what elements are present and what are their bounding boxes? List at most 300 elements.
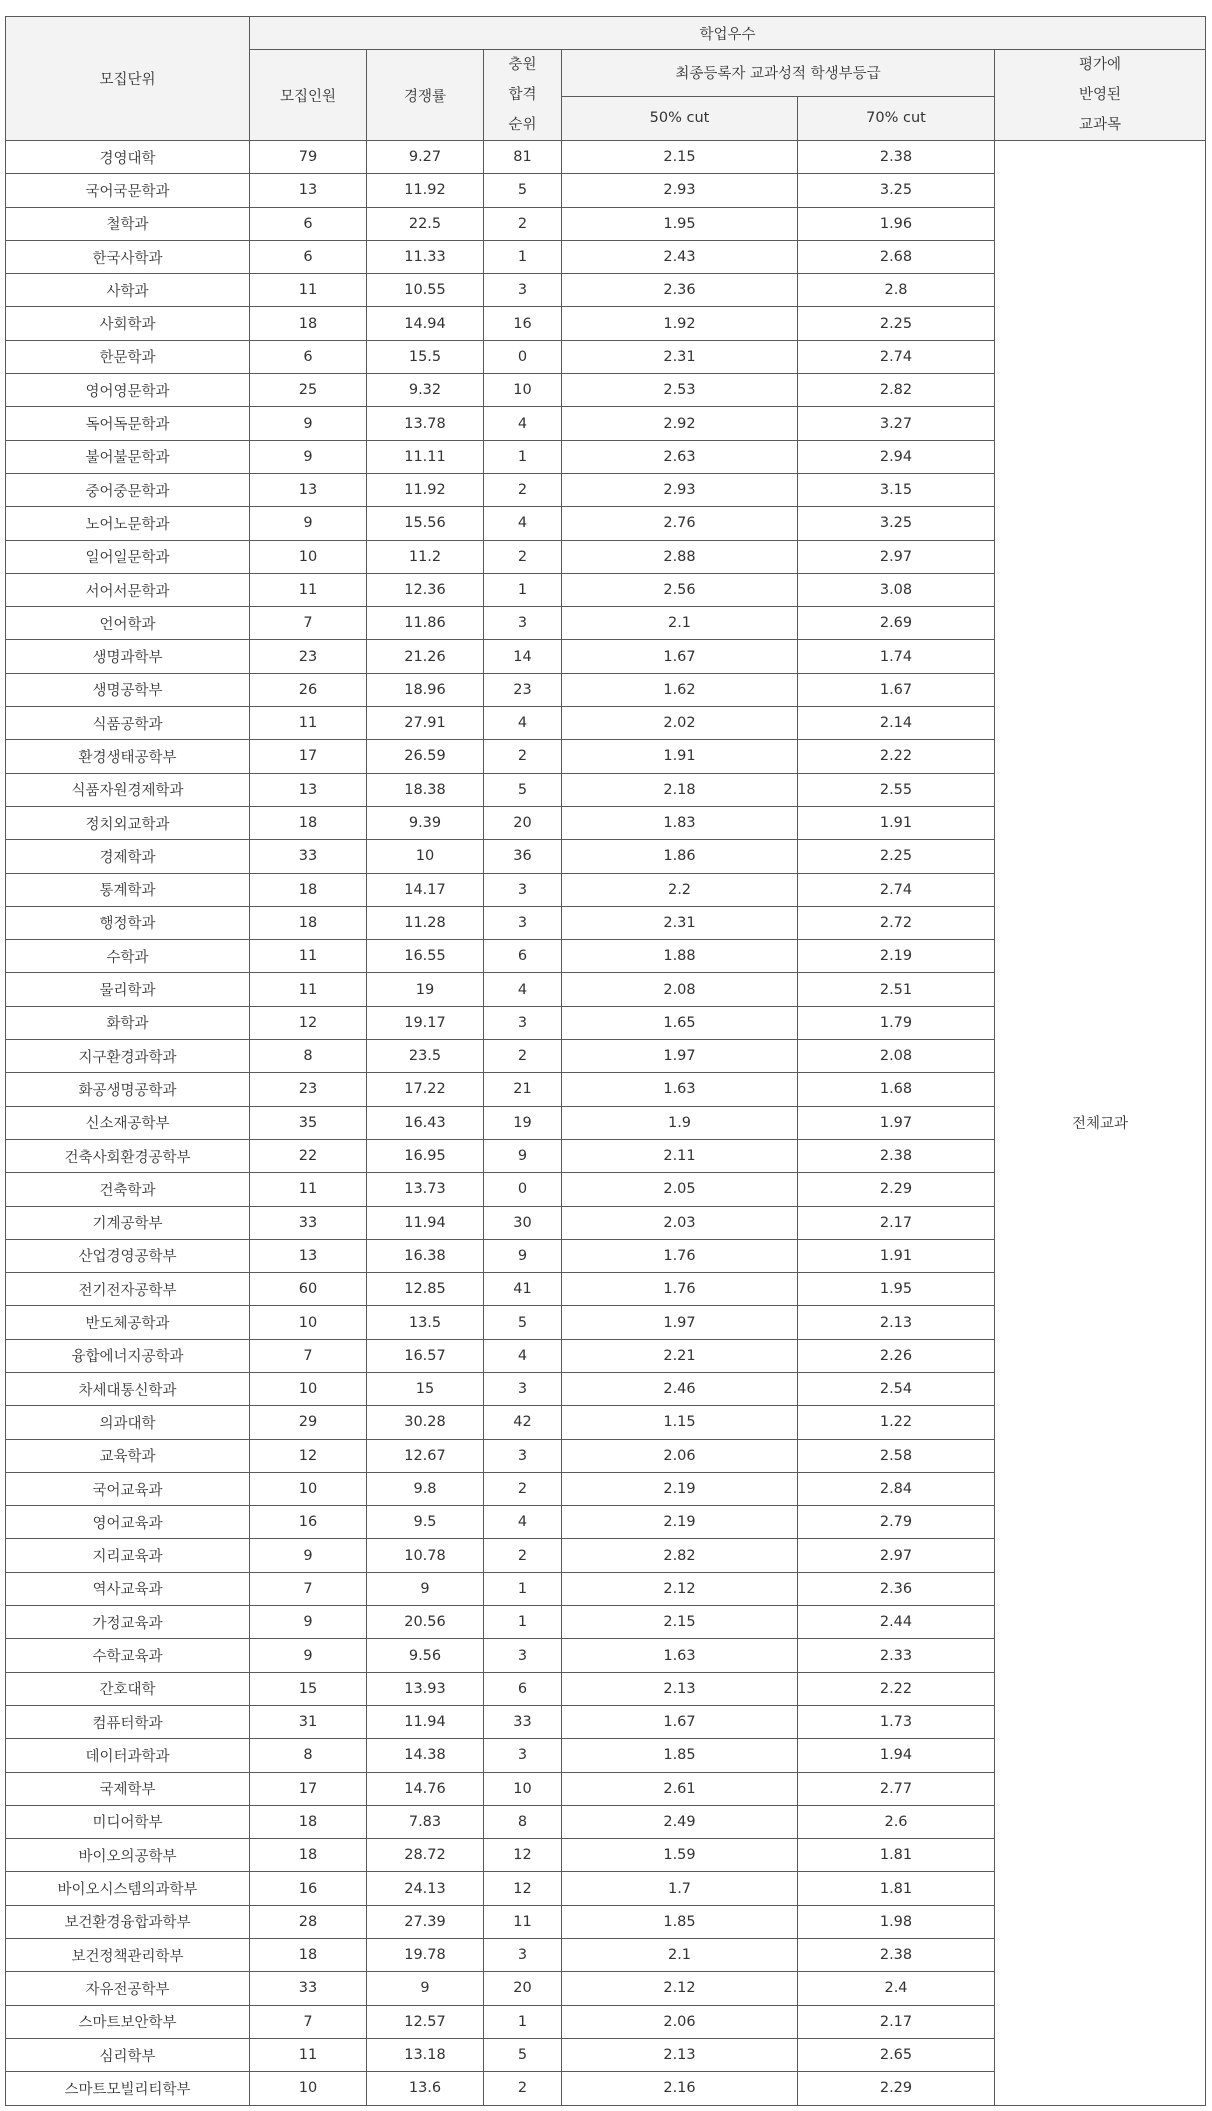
cell-extra-rank: 16 xyxy=(484,307,562,340)
cell-ratio: 15.5 xyxy=(367,340,484,373)
cell-count: 60 xyxy=(250,1273,367,1306)
cell-extra-rank: 2 xyxy=(484,1472,562,1505)
cell-cut70: 2.97 xyxy=(798,540,995,573)
cell-extra-rank: 2 xyxy=(484,1040,562,1073)
cell-cut70: 2.22 xyxy=(798,1672,995,1705)
cell-cut70: 2.29 xyxy=(798,1173,995,1206)
cell-ratio: 9 xyxy=(367,1972,484,2005)
cell-unit: 환경생태공학부 xyxy=(6,740,250,773)
cell-ratio: 11.33 xyxy=(367,240,484,273)
cell-unit: 행정학과 xyxy=(6,906,250,939)
cell-count: 11 xyxy=(250,1173,367,1206)
cell-unit: 중어중문학과 xyxy=(6,473,250,506)
cell-cut50: 2.19 xyxy=(562,1472,798,1505)
cell-cut50: 2.61 xyxy=(562,1772,798,1805)
cell-cut50: 2.43 xyxy=(562,240,798,273)
cell-cut70: 2.19 xyxy=(798,940,995,973)
cell-cut50: 2.19 xyxy=(562,1506,798,1539)
cell-count: 9 xyxy=(250,407,367,440)
cell-unit: 언어학과 xyxy=(6,607,250,640)
cell-extra-rank: 1 xyxy=(484,1572,562,1605)
cell-count: 18 xyxy=(250,873,367,906)
cell-ratio: 15 xyxy=(367,1372,484,1405)
cell-ratio: 9.27 xyxy=(367,141,484,174)
cell-cut70: 1.91 xyxy=(798,1239,995,1272)
cell-cut70: 1.95 xyxy=(798,1273,995,1306)
cell-count: 9 xyxy=(250,507,367,540)
cell-unit: 서어서문학과 xyxy=(6,573,250,606)
cell-unit: 한국사학과 xyxy=(6,240,250,273)
cell-unit: 경제학과 xyxy=(6,840,250,873)
cell-unit: 국어교육과 xyxy=(6,1472,250,1505)
cell-ratio: 11.92 xyxy=(367,174,484,207)
cell-count: 10 xyxy=(250,1372,367,1405)
cell-count: 13 xyxy=(250,773,367,806)
header-group: 학업우수 xyxy=(250,17,1206,50)
cell-ratio: 15.56 xyxy=(367,507,484,540)
cell-ratio: 9.8 xyxy=(367,1472,484,1505)
cell-ratio: 10 xyxy=(367,840,484,873)
cell-unit: 보건정책관리학부 xyxy=(6,1939,250,1972)
cell-ratio: 21.26 xyxy=(367,640,484,673)
cell-extra-rank: 5 xyxy=(484,773,562,806)
cell-cut70: 3.27 xyxy=(798,407,995,440)
cell-cut70: 2.97 xyxy=(798,1539,995,1572)
cell-count: 10 xyxy=(250,540,367,573)
cell-cut70: 2.8 xyxy=(798,274,995,307)
cell-cut50: 2.92 xyxy=(562,407,798,440)
cell-count: 22 xyxy=(250,1139,367,1172)
cell-cut70: 2.38 xyxy=(798,1139,995,1172)
cell-cut70: 1.98 xyxy=(798,1905,995,1938)
cell-unit: 일어일문학과 xyxy=(6,540,250,573)
cell-extra-rank: 3 xyxy=(484,607,562,640)
cell-extra-rank: 1 xyxy=(484,440,562,473)
cell-unit: 건축사회환경공학부 xyxy=(6,1139,250,1172)
cell-ratio: 30.28 xyxy=(367,1406,484,1439)
cell-count: 11 xyxy=(250,940,367,973)
cell-count: 18 xyxy=(250,806,367,839)
cell-count: 33 xyxy=(250,1206,367,1239)
cell-count: 10 xyxy=(250,2072,367,2105)
cell-cut70: 2.84 xyxy=(798,1472,995,1505)
cell-unit: 식품공학과 xyxy=(6,707,250,740)
cell-cut70: 2.79 xyxy=(798,1506,995,1539)
cell-cut50: 2.06 xyxy=(562,1439,798,1472)
cell-extra-rank: 3 xyxy=(484,873,562,906)
cell-unit: 국제학부 xyxy=(6,1772,250,1805)
cell-ratio: 16.57 xyxy=(367,1339,484,1372)
cell-cut50: 1.85 xyxy=(562,1905,798,1938)
cell-ratio: 13.5 xyxy=(367,1306,484,1339)
cell-count: 13 xyxy=(250,174,367,207)
cell-cut50: 1.86 xyxy=(562,840,798,873)
admissions-table-container xyxy=(5,16,1205,2106)
cell-count: 8 xyxy=(250,1739,367,1772)
cell-unit: 한문학과 xyxy=(6,340,250,373)
cell-ratio: 20.56 xyxy=(367,1606,484,1639)
cell-cut50: 2.12 xyxy=(562,1972,798,2005)
cell-cut50: 1.95 xyxy=(562,207,798,240)
cell-cut50: 1.15 xyxy=(562,1406,798,1439)
cell-ratio: 9.32 xyxy=(367,374,484,407)
cell-unit: 화공생명공학과 xyxy=(6,1073,250,1106)
cell-cut50: 2.08 xyxy=(562,973,798,1006)
cell-extra-rank: 6 xyxy=(484,940,562,973)
cell-cut50: 1.83 xyxy=(562,806,798,839)
cell-cut50: 2.15 xyxy=(562,1606,798,1639)
cell-extra-rank: 1 xyxy=(484,240,562,273)
cell-cut70: 2.17 xyxy=(798,2005,995,2038)
cell-cut50: 2.56 xyxy=(562,573,798,606)
cell-ratio: 19.78 xyxy=(367,1939,484,1972)
cell-extra-rank: 81 xyxy=(484,141,562,174)
admissions-table xyxy=(5,16,1206,2106)
header-count: 모집인원 xyxy=(250,50,367,141)
cell-extra-rank: 3 xyxy=(484,906,562,939)
cell-ratio: 13.6 xyxy=(367,2072,484,2105)
cell-ratio: 7.83 xyxy=(367,1805,484,1838)
cell-count: 33 xyxy=(250,840,367,873)
cell-extra-rank: 10 xyxy=(484,1772,562,1805)
cell-cut50: 1.76 xyxy=(562,1273,798,1306)
cell-unit: 노어노문학과 xyxy=(6,507,250,540)
cell-count: 23 xyxy=(250,640,367,673)
cell-unit: 사회학과 xyxy=(6,307,250,340)
cell-extra-rank: 5 xyxy=(484,1306,562,1339)
header-cut50: 50% cut xyxy=(562,96,798,140)
cell-ratio: 12.67 xyxy=(367,1439,484,1472)
header-unit: 모집단위 xyxy=(6,17,250,141)
cell-unit: 사학과 xyxy=(6,274,250,307)
table-row xyxy=(6,141,1206,174)
cell-cut70: 2.94 xyxy=(798,440,995,473)
cell-extra-rank: 3 xyxy=(484,1006,562,1039)
cell-count: 6 xyxy=(250,207,367,240)
cell-extra-rank: 10 xyxy=(484,374,562,407)
cell-ratio: 24.13 xyxy=(367,1872,484,1905)
cell-cut50: 2.76 xyxy=(562,507,798,540)
cell-ratio: 10.55 xyxy=(367,274,484,307)
cell-extra-rank: 4 xyxy=(484,707,562,740)
cell-subjects: 전체교과 xyxy=(995,141,1206,2106)
cell-cut70: 2.54 xyxy=(798,1372,995,1405)
cell-cut50: 1.97 xyxy=(562,1306,798,1339)
cell-ratio: 14.38 xyxy=(367,1739,484,1772)
cell-cut70: 1.68 xyxy=(798,1073,995,1106)
cell-extra-rank: 9 xyxy=(484,1239,562,1272)
cell-cut70: 3.15 xyxy=(798,473,995,506)
cell-extra-rank: 20 xyxy=(484,1972,562,2005)
cell-ratio: 17.22 xyxy=(367,1073,484,1106)
cell-cut50: 1.62 xyxy=(562,673,798,706)
cell-count: 10 xyxy=(250,1472,367,1505)
cell-ratio: 23.5 xyxy=(367,1040,484,1073)
cell-cut50: 1.67 xyxy=(562,1705,798,1738)
cell-extra-rank: 2 xyxy=(484,740,562,773)
cell-ratio: 11.94 xyxy=(367,1206,484,1239)
cell-count: 31 xyxy=(250,1705,367,1738)
cell-count: 18 xyxy=(250,1839,367,1872)
cell-unit: 생명과학부 xyxy=(6,640,250,673)
cell-ratio: 9.5 xyxy=(367,1506,484,1539)
header-extra-rank: 충원 합격 순위 xyxy=(484,50,562,141)
cell-ratio: 9.39 xyxy=(367,806,484,839)
cell-cut70: 2.4 xyxy=(798,1972,995,2005)
cell-ratio: 11.11 xyxy=(367,440,484,473)
cell-count: 6 xyxy=(250,340,367,373)
cell-unit: 국어국문학과 xyxy=(6,174,250,207)
cell-extra-rank: 41 xyxy=(484,1273,562,1306)
cell-ratio: 16.38 xyxy=(367,1239,484,1272)
cell-cut70: 2.25 xyxy=(798,840,995,873)
cell-unit: 수학교육과 xyxy=(6,1639,250,1672)
cell-ratio: 16.43 xyxy=(367,1106,484,1139)
cell-cut50: 2.13 xyxy=(562,2038,798,2071)
cell-cut50: 1.88 xyxy=(562,940,798,973)
cell-cut70: 1.81 xyxy=(798,1839,995,1872)
cell-unit: 산업경영공학부 xyxy=(6,1239,250,1272)
cell-ratio: 22.5 xyxy=(367,207,484,240)
cell-extra-rank: 2 xyxy=(484,207,562,240)
cell-ratio: 11.2 xyxy=(367,540,484,573)
cell-cut50: 1.85 xyxy=(562,1739,798,1772)
cell-ratio: 9.56 xyxy=(367,1639,484,1672)
cell-ratio: 12.36 xyxy=(367,573,484,606)
cell-extra-rank: 9 xyxy=(484,1139,562,1172)
cell-count: 13 xyxy=(250,473,367,506)
cell-cut50: 1.67 xyxy=(562,640,798,673)
cell-extra-rank: 19 xyxy=(484,1106,562,1139)
cell-ratio: 11.28 xyxy=(367,906,484,939)
cell-unit: 정치외교학과 xyxy=(6,806,250,839)
cell-ratio: 11.94 xyxy=(367,1705,484,1738)
cell-cut70: 2.14 xyxy=(798,707,995,740)
cell-count: 18 xyxy=(250,1939,367,1972)
cell-extra-rank: 4 xyxy=(484,407,562,440)
cell-cut70: 1.22 xyxy=(798,1406,995,1439)
header-cut70: 70% cut xyxy=(798,96,995,140)
cell-extra-rank: 3 xyxy=(484,1372,562,1405)
cell-ratio: 27.39 xyxy=(367,1905,484,1938)
cell-count: 33 xyxy=(250,1972,367,2005)
cell-ratio: 12.85 xyxy=(367,1273,484,1306)
cell-cut70: 2.38 xyxy=(798,1939,995,1972)
cell-count: 9 xyxy=(250,1539,367,1572)
cell-cut70: 2.38 xyxy=(798,141,995,174)
cell-ratio: 18.38 xyxy=(367,773,484,806)
cell-cut50: 1.92 xyxy=(562,307,798,340)
cell-extra-rank: 3 xyxy=(484,1739,562,1772)
cell-cut50: 2.31 xyxy=(562,340,798,373)
cell-cut50: 1.76 xyxy=(562,1239,798,1272)
cell-unit: 수학과 xyxy=(6,940,250,973)
cell-cut70: 2.26 xyxy=(798,1339,995,1372)
cell-extra-rank: 4 xyxy=(484,973,562,1006)
cell-extra-rank: 2 xyxy=(484,540,562,573)
cell-unit: 지구환경과학과 xyxy=(6,1040,250,1073)
cell-cut50: 2.12 xyxy=(562,1572,798,1605)
cell-unit: 물리학과 xyxy=(6,973,250,1006)
cell-extra-rank: 3 xyxy=(484,274,562,307)
cell-cut50: 1.59 xyxy=(562,1839,798,1872)
cell-cut50: 1.65 xyxy=(562,1006,798,1039)
cell-ratio: 13.18 xyxy=(367,2038,484,2071)
cell-ratio: 13.78 xyxy=(367,407,484,440)
cell-count: 7 xyxy=(250,1339,367,1372)
cell-cut50: 2.21 xyxy=(562,1339,798,1372)
cell-ratio: 19 xyxy=(367,973,484,1006)
cell-unit: 융합에너지공학과 xyxy=(6,1339,250,1372)
cell-extra-rank: 4 xyxy=(484,507,562,540)
cell-cut70: 2.44 xyxy=(798,1606,995,1639)
cell-cut50: 1.63 xyxy=(562,1073,798,1106)
cell-cut70: 2.58 xyxy=(798,1439,995,1472)
cell-cut50: 2.93 xyxy=(562,473,798,506)
cell-ratio: 13.93 xyxy=(367,1672,484,1705)
cell-cut50: 2.15 xyxy=(562,141,798,174)
cell-cut70: 1.97 xyxy=(798,1106,995,1139)
cell-ratio: 14.76 xyxy=(367,1772,484,1805)
cell-unit: 화학과 xyxy=(6,1006,250,1039)
cell-ratio: 27.91 xyxy=(367,707,484,740)
cell-cut70: 1.94 xyxy=(798,1739,995,1772)
cell-count: 16 xyxy=(250,1872,367,1905)
cell-ratio: 13.73 xyxy=(367,1173,484,1206)
cell-cut70: 2.22 xyxy=(798,740,995,773)
cell-unit: 바이오시스템의과학부 xyxy=(6,1872,250,1905)
cell-cut70: 3.25 xyxy=(798,174,995,207)
cell-extra-rank: 42 xyxy=(484,1406,562,1439)
cell-cut70: 2.6 xyxy=(798,1805,995,1838)
cell-cut50: 2.31 xyxy=(562,906,798,939)
cell-cut70: 2.77 xyxy=(798,1772,995,1805)
cell-cut70: 2.68 xyxy=(798,240,995,273)
cell-count: 79 xyxy=(250,141,367,174)
cell-ratio: 19.17 xyxy=(367,1006,484,1039)
cell-cut70: 2.51 xyxy=(798,973,995,1006)
cell-unit: 간호대학 xyxy=(6,1672,250,1705)
cell-unit: 데이터과학과 xyxy=(6,1739,250,1772)
cell-count: 11 xyxy=(250,274,367,307)
cell-count: 12 xyxy=(250,1006,367,1039)
cell-unit: 기계공학부 xyxy=(6,1206,250,1239)
cell-unit: 컴퓨터학과 xyxy=(6,1705,250,1738)
cell-cut70: 2.69 xyxy=(798,607,995,640)
table-body xyxy=(6,141,1206,2106)
cell-extra-rank: 33 xyxy=(484,1705,562,1738)
cell-count: 16 xyxy=(250,1506,367,1539)
cell-ratio: 16.55 xyxy=(367,940,484,973)
table-header xyxy=(6,17,1206,141)
cell-count: 11 xyxy=(250,573,367,606)
cell-unit: 스마트보안학부 xyxy=(6,2005,250,2038)
cell-cut70: 1.96 xyxy=(798,207,995,240)
cell-count: 18 xyxy=(250,1805,367,1838)
cell-count: 10 xyxy=(250,1306,367,1339)
cell-extra-rank: 11 xyxy=(484,1905,562,1938)
cell-cut70: 1.73 xyxy=(798,1705,995,1738)
cell-cut70: 3.25 xyxy=(798,507,995,540)
cell-cut50: 2.2 xyxy=(562,873,798,906)
cell-cut50: 2.63 xyxy=(562,440,798,473)
cell-count: 9 xyxy=(250,440,367,473)
cell-cut50: 1.9 xyxy=(562,1106,798,1139)
header-grade: 최종등록자 교과성적 학생부등급 xyxy=(562,50,995,97)
cell-extra-rank: 30 xyxy=(484,1206,562,1239)
cell-ratio: 12.57 xyxy=(367,2005,484,2038)
cell-count: 9 xyxy=(250,1639,367,1672)
cell-extra-rank: 3 xyxy=(484,1639,562,1672)
cell-cut50: 1.97 xyxy=(562,1040,798,1073)
cell-unit: 생명공학부 xyxy=(6,673,250,706)
cell-unit: 통계학과 xyxy=(6,873,250,906)
cell-count: 11 xyxy=(250,973,367,1006)
cell-extra-rank: 2 xyxy=(484,473,562,506)
cell-unit: 영어영문학과 xyxy=(6,374,250,407)
cell-cut50: 2.02 xyxy=(562,707,798,740)
cell-ratio: 16.95 xyxy=(367,1139,484,1172)
cell-count: 25 xyxy=(250,374,367,407)
cell-unit: 자유전공학부 xyxy=(6,1972,250,2005)
cell-count: 28 xyxy=(250,1905,367,1938)
cell-unit: 역사교육과 xyxy=(6,1572,250,1605)
cell-ratio: 10.78 xyxy=(367,1539,484,1572)
cell-cut70: 2.82 xyxy=(798,374,995,407)
cell-count: 29 xyxy=(250,1406,367,1439)
cell-cut70: 2.65 xyxy=(798,2038,995,2071)
cell-count: 11 xyxy=(250,707,367,740)
cell-cut50: 2.13 xyxy=(562,1672,798,1705)
cell-count: 12 xyxy=(250,1439,367,1472)
cell-cut70: 2.13 xyxy=(798,1306,995,1339)
cell-unit: 지리교육과 xyxy=(6,1539,250,1572)
cell-ratio: 28.72 xyxy=(367,1839,484,1872)
cell-unit: 철학과 xyxy=(6,207,250,240)
cell-count: 35 xyxy=(250,1106,367,1139)
cell-cut70: 2.72 xyxy=(798,906,995,939)
cell-extra-rank: 36 xyxy=(484,840,562,873)
cell-unit: 차세대통신학과 xyxy=(6,1372,250,1405)
cell-count: 17 xyxy=(250,740,367,773)
cell-count: 18 xyxy=(250,307,367,340)
cell-unit: 미디어학부 xyxy=(6,1805,250,1838)
cell-cut50: 2.1 xyxy=(562,1939,798,1972)
cell-extra-rank: 12 xyxy=(484,1872,562,1905)
cell-ratio: 18.96 xyxy=(367,673,484,706)
cell-cut50: 2.88 xyxy=(562,540,798,573)
cell-cut50: 2.05 xyxy=(562,1173,798,1206)
cell-cut50: 2.93 xyxy=(562,174,798,207)
cell-unit: 가정교육과 xyxy=(6,1606,250,1639)
cell-extra-rank: 20 xyxy=(484,806,562,839)
cell-extra-rank: 1 xyxy=(484,1606,562,1639)
cell-ratio: 11.86 xyxy=(367,607,484,640)
cell-extra-rank: 4 xyxy=(484,1339,562,1372)
cell-unit: 바이오의공학부 xyxy=(6,1839,250,1872)
cell-extra-rank: 3 xyxy=(484,1939,562,1972)
cell-count: 7 xyxy=(250,607,367,640)
cell-cut50: 1.63 xyxy=(562,1639,798,1672)
cell-unit: 반도체공학과 xyxy=(6,1306,250,1339)
cell-unit: 경영대학 xyxy=(6,141,250,174)
cell-extra-rank: 23 xyxy=(484,673,562,706)
cell-cut70: 1.74 xyxy=(798,640,995,673)
header-subjects: 평가에 반영된 교과목 xyxy=(995,50,1206,141)
cell-cut70: 2.08 xyxy=(798,1040,995,1073)
cell-unit: 의과대학 xyxy=(6,1406,250,1439)
cell-unit: 신소재공학부 xyxy=(6,1106,250,1139)
